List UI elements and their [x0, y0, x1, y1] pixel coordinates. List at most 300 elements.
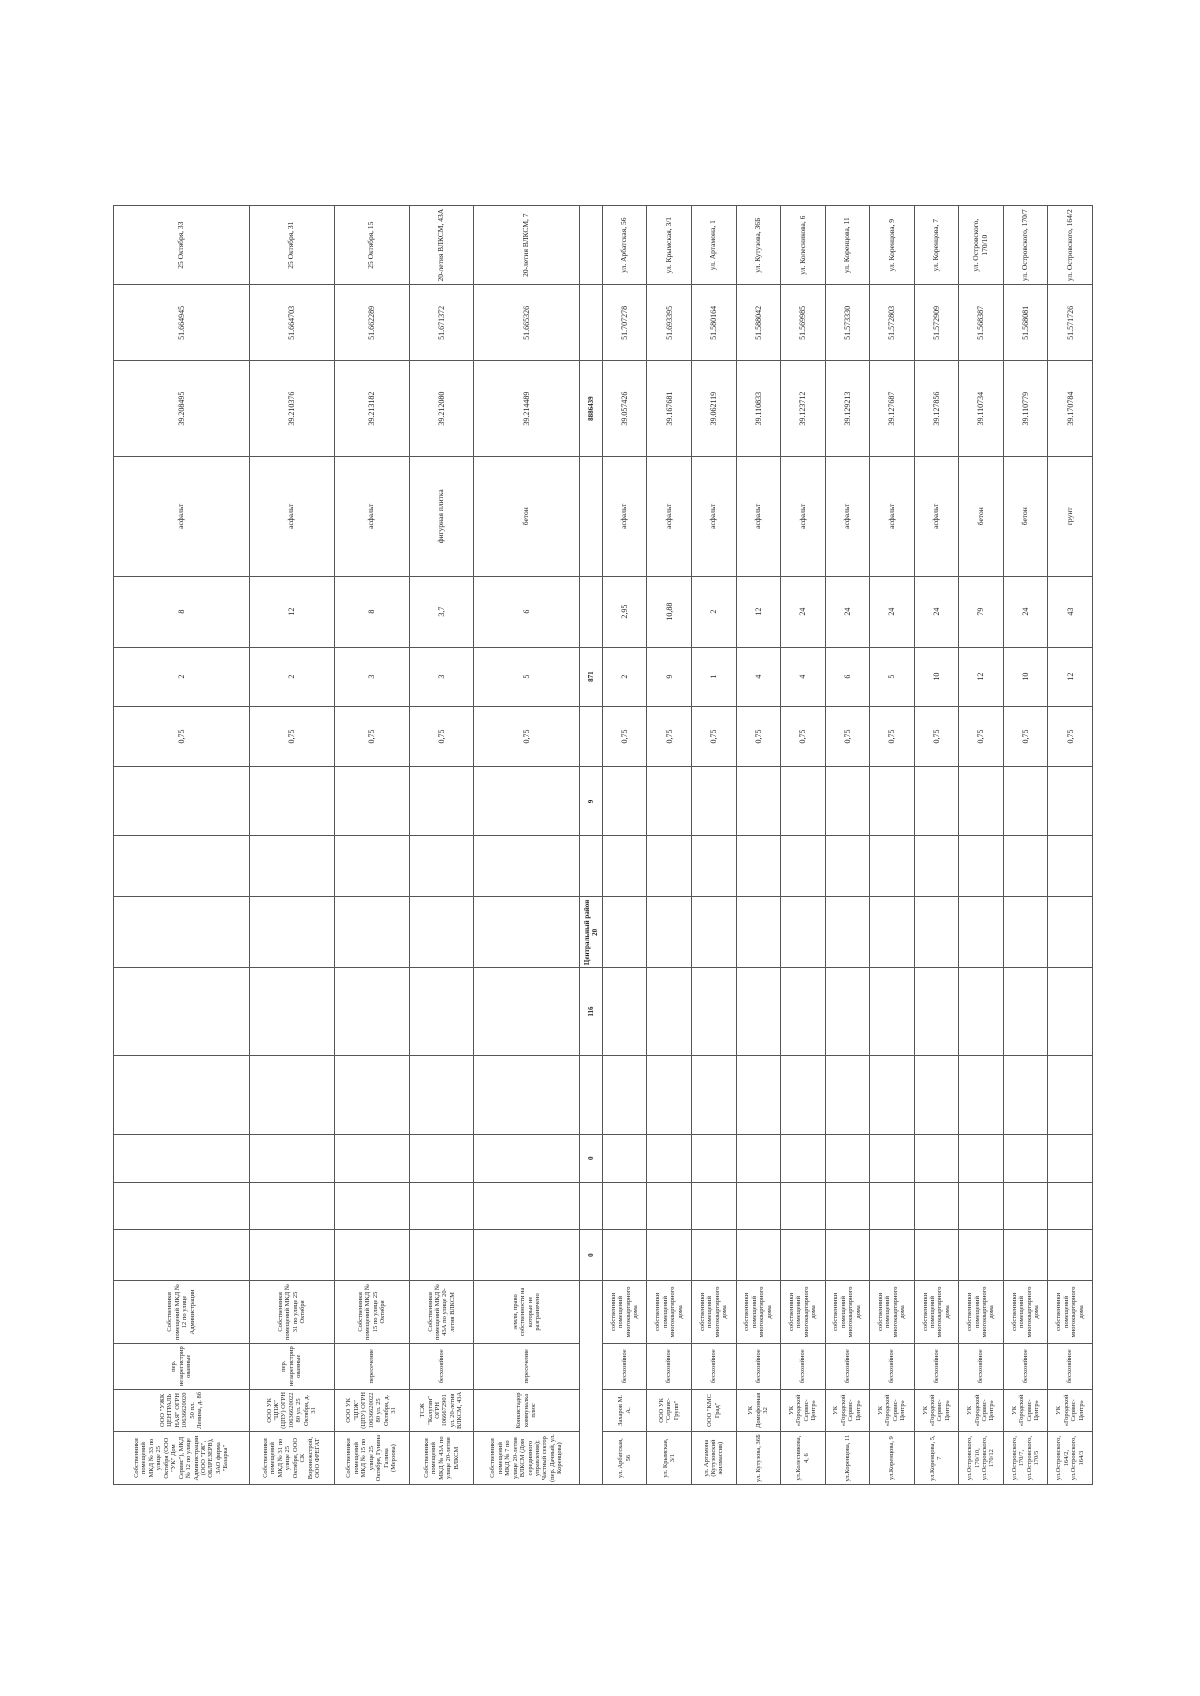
- empty-cell: [825, 897, 870, 968]
- area-cell: 12: [736, 576, 781, 647]
- empty-cell: [691, 1055, 736, 1134]
- volume-cell: 0,75: [781, 706, 826, 767]
- empty-cell: [691, 767, 736, 836]
- container-count-cell: 10: [1003, 647, 1048, 706]
- empty-cell: [914, 767, 959, 836]
- table-row: [914, 206, 959, 1485]
- owner-cell: собственники помещений многоквартирного дома: [914, 1281, 959, 1344]
- manager-cell: ООО УК "ЦПЖ" (ЦПУ) ОГРН 1063662002280 ул. 25 Октября, д. 31: [334, 1389, 409, 1432]
- owner-cell: собственники помещений многоквартирного дома: [870, 1281, 915, 1344]
- table-row: [249, 206, 334, 1485]
- empty-cell: [602, 897, 647, 968]
- latitude-cell: 51.662289: [334, 285, 409, 361]
- longitude-cell: 39.208495: [114, 361, 250, 456]
- empty-cell: [334, 968, 409, 1055]
- empty-cell: [1003, 1182, 1048, 1230]
- site-type-cell: бесхозяйное: [1048, 1343, 1093, 1389]
- empty-cell: [409, 836, 474, 897]
- owner-cell: собственники помещений многоквартирного дома: [781, 1281, 826, 1344]
- empty-cell: [691, 1230, 736, 1281]
- address-cell: 25 Октября, 15: [334, 206, 409, 285]
- manager-cell: УК «Городской Сервис-Центр»: [1048, 1389, 1093, 1432]
- empty-cell: [825, 1134, 870, 1182]
- container-count-cell: 2: [602, 647, 647, 706]
- empty-cell: [409, 968, 474, 1055]
- empty-cell: [825, 1055, 870, 1134]
- table-row: [825, 206, 870, 1485]
- owner-cell: собственники помещений многоквартирного дома: [1048, 1281, 1093, 1344]
- subtotal-containers: 116: [579, 968, 602, 1055]
- empty-cell: [825, 1230, 870, 1281]
- empty-cell: [334, 836, 409, 897]
- address-cell: ул. Колесникова, 6: [781, 206, 826, 285]
- owner-cell: Собственники помещений МКД № 31 по улице 25 Октября: [249, 1281, 334, 1344]
- empty-cell: [870, 767, 915, 836]
- empty-cell: [602, 968, 647, 1055]
- area-cell: 24: [914, 576, 959, 647]
- address-cell: ул. Коренцова, 7: [914, 206, 959, 285]
- site-type-cell: бесхозяйное: [781, 1343, 826, 1389]
- empty-cell: [602, 1055, 647, 1134]
- address-cell: 20-летия ВЛКСМ, 43А: [409, 206, 474, 285]
- volume-cell: 0,75: [914, 706, 959, 767]
- area-cell: 24: [781, 576, 826, 647]
- empty-cell: [1003, 1134, 1048, 1182]
- rows-group-a: [602, 206, 1092, 1485]
- served-objects-cell: ул.Островского, 164/2, ул.Островского, 164/3: [1048, 1432, 1093, 1485]
- empty-cell: [334, 897, 409, 968]
- address-cell: ул. Коренцова, 9: [870, 206, 915, 285]
- owner-cell: Собственники помещений МКД № 12 по улице Администрации: [114, 1281, 250, 1344]
- owner-cell: собственники помещений многоквартирного дома: [602, 1281, 647, 1344]
- latitude-cell: 51.665326: [474, 285, 579, 361]
- empty-cell: [1048, 1055, 1093, 1134]
- surface-cell: бетон: [474, 456, 579, 576]
- empty-cell: [334, 1182, 409, 1230]
- manager-cell: ООО УК "Сервис-Групп": [647, 1389, 692, 1432]
- empty-cell: [409, 1230, 474, 1281]
- empty-cell: [114, 767, 250, 836]
- container-count-cell: 3: [409, 647, 474, 706]
- empty-cell: [647, 1055, 692, 1134]
- longitude-cell: 39.212080: [409, 361, 474, 456]
- empty-cell: [914, 968, 959, 1055]
- site-type-cell: бесхозяйное: [409, 1343, 474, 1389]
- area-cell: 8: [114, 576, 250, 647]
- container-count-cell: 5: [870, 647, 915, 706]
- longitude-cell: 39.127856: [914, 361, 959, 456]
- empty-cell: [474, 1182, 579, 1230]
- served-objects-cell: ул.Коренцова, 9: [870, 1432, 915, 1485]
- longitude-cell: 39.210376: [249, 361, 334, 456]
- container-count-cell: 2: [249, 647, 334, 706]
- empty-cell: [781, 767, 826, 836]
- empty-cell: [1048, 1182, 1093, 1230]
- latitude-cell: 51.671372: [409, 285, 474, 361]
- area-cell: 2: [691, 576, 736, 647]
- table-row: [959, 206, 1004, 1485]
- empty-cell: [249, 968, 334, 1055]
- section-separator: [579, 206, 602, 1485]
- owner-cell: собственники помещений многоквартирного дома: [825, 1281, 870, 1344]
- empty-cell: [1003, 1055, 1048, 1134]
- subtotal-count-d: 0: [579, 1230, 602, 1281]
- site-type-cell: бесхозяйное: [959, 1343, 1004, 1389]
- table-row: [114, 206, 250, 1485]
- empty-cell: [736, 1230, 781, 1281]
- manager-cell: ТСЖ "Калугин" ОГРН 1066672901 ул. 20-летия ВЛКСМ, 43А: [409, 1389, 474, 1432]
- empty-cell: [870, 1182, 915, 1230]
- empty-cell: [647, 1134, 692, 1182]
- volume-cell: 0,75: [602, 706, 647, 767]
- volume-cell: 0,75: [647, 706, 692, 767]
- empty-cell: [914, 1134, 959, 1182]
- container-count-cell: 6: [825, 647, 870, 706]
- empty-cell: [959, 767, 1004, 836]
- empty-cell: [914, 1230, 959, 1281]
- empty-cell: [474, 836, 579, 897]
- manager-cell: УК «Городской Сервис-Центр»: [959, 1389, 1004, 1432]
- latitude-cell: 51.664703: [249, 285, 334, 361]
- address-cell: ул. Островского, 170/7: [1003, 206, 1048, 285]
- empty-cell: [114, 897, 250, 968]
- served-objects-cell: ул. Арбатская, 56: [602, 1432, 647, 1485]
- empty-cell: [870, 968, 915, 1055]
- site-type-cell: пер. незарегистрированные: [249, 1343, 334, 1389]
- served-objects-cell: ул. Крымская, 3/1: [647, 1432, 692, 1485]
- empty-cell: [474, 968, 579, 1055]
- site-type-cell: бесхозяйное: [914, 1343, 959, 1389]
- empty-cell: [781, 1182, 826, 1230]
- empty-cell: [647, 897, 692, 968]
- empty-cell: [114, 1134, 250, 1182]
- address-cell: 25 Октября, 33: [114, 206, 250, 285]
- empty-cell: [959, 836, 1004, 897]
- section-label: Центральный район 20: [579, 897, 602, 968]
- latitude-cell: 51.569985: [781, 285, 826, 361]
- table-row: [870, 206, 915, 1485]
- latitude-cell: 51.573330: [825, 285, 870, 361]
- table-row: [602, 206, 647, 1485]
- area-cell: 2,95: [602, 576, 647, 647]
- volume-cell: 0,75: [249, 706, 334, 767]
- empty-cell: [781, 1230, 826, 1281]
- empty-cell: [474, 767, 579, 836]
- manager-cell: УК «Городской Сервис-Центр»: [781, 1389, 826, 1432]
- empty-cell: [736, 1055, 781, 1134]
- rows-group-b: [114, 206, 580, 1485]
- empty-cell: [781, 968, 826, 1055]
- surface-cell: бетон: [959, 456, 1004, 576]
- empty-cell: [914, 1055, 959, 1134]
- area-cell: 10,88: [647, 576, 692, 647]
- empty-cell: [602, 1134, 647, 1182]
- manager-cell: УК «Городской Сервис-Центр»: [914, 1389, 959, 1432]
- empty-cell: [691, 1182, 736, 1230]
- register-table: [113, 205, 1093, 1485]
- table-row: [474, 206, 579, 1485]
- volume-cell: 0,75: [825, 706, 870, 767]
- latitude-cell: 51.568387: [959, 285, 1004, 361]
- manager-cell: УК Домофонная 32: [736, 1389, 781, 1432]
- empty-cell: [249, 897, 334, 968]
- owner-cell: собственники помещений многоквартирного дома: [736, 1281, 781, 1344]
- empty-cell: [474, 1055, 579, 1134]
- manager-cell: УК «Городской Сервис-Центр»: [825, 1389, 870, 1432]
- owner-cell: Собственники помещений МКД № 15 по улице 25 Октября: [334, 1281, 409, 1344]
- container-count-cell: 4: [781, 647, 826, 706]
- latitude-cell: 51.580164: [691, 285, 736, 361]
- address-cell: ул. Артамона, 1: [691, 206, 736, 285]
- empty-cell: [870, 897, 915, 968]
- site-type-cell: пересечение: [474, 1343, 579, 1389]
- owner-cell: собственники помещений многоквартирного дома: [959, 1281, 1004, 1344]
- empty-cell: [825, 968, 870, 1055]
- area-cell: 79: [959, 576, 1004, 647]
- empty-cell: [914, 897, 959, 968]
- empty-cell: [781, 1134, 826, 1182]
- subtotal-count-a: 9: [579, 767, 602, 836]
- latitude-cell: 51.572803: [870, 285, 915, 361]
- container-count-cell: 12: [959, 647, 1004, 706]
- empty-cell: [1048, 836, 1093, 897]
- manager-cell: ООО "УЖК ЦЕНТРАЛЬНАЯ" ОГРН 1063662002050 пл. Ленина, д. 8б: [114, 1389, 250, 1432]
- area-cell: 24: [825, 576, 870, 647]
- address-cell: 25 Октября, 31: [249, 206, 334, 285]
- surface-cell: асфальт: [114, 456, 250, 576]
- container-count-cell: 10: [914, 647, 959, 706]
- volume-cell: 0,75: [691, 706, 736, 767]
- subtotal-count-c: 0: [579, 1134, 602, 1182]
- empty-cell: [647, 1230, 692, 1281]
- site-type-cell: бесхозяйное: [736, 1343, 781, 1389]
- surface-cell: бетон: [1003, 456, 1048, 576]
- container-count-cell: 3: [334, 647, 409, 706]
- empty-cell: [409, 767, 474, 836]
- site-type-cell: бесхозяйное: [602, 1343, 647, 1389]
- empty-cell: [781, 836, 826, 897]
- surface-cell: асфальт: [602, 456, 647, 576]
- surface-cell: асфальт: [870, 456, 915, 576]
- longitude-cell: 39.129213: [825, 361, 870, 456]
- area-cell: 8: [334, 576, 409, 647]
- served-objects-cell: Собственники помещений МКД № 31 по улице 25 Октября, ООО СК Воронежстрой, ООО ФРЕГАТ: [249, 1432, 334, 1485]
- volume-cell: 0,75: [736, 706, 781, 767]
- empty-cell: [959, 1230, 1004, 1281]
- manager-cell: ООО "КМС Град": [691, 1389, 736, 1432]
- empty-cell: [870, 1055, 915, 1134]
- empty-cell: [474, 1134, 579, 1182]
- manager-cell: УК «Городской Сервис-Центр»: [870, 1389, 915, 1432]
- empty-cell: [334, 1230, 409, 1281]
- container-count-cell: 4: [736, 647, 781, 706]
- empty-cell: [249, 1055, 334, 1134]
- address-cell: 20-летия ВЛКСМ, 7: [474, 206, 579, 285]
- empty-cell: [736, 968, 781, 1055]
- served-objects-cell: Собственники помещений МКД № 43А по улице 20-летия ВЛКСМ: [409, 1432, 474, 1485]
- volume-cell: 0,75: [114, 706, 250, 767]
- area-cell: 6: [474, 576, 579, 647]
- empty-cell: [647, 836, 692, 897]
- latitude-cell: 51.707278: [602, 285, 647, 361]
- site-type-cell: пересечение: [334, 1343, 409, 1389]
- empty-cell: [959, 1055, 1004, 1134]
- served-objects-cell: Собственники помещений МКД № 15 по улице 25 Октября, Гунина Галина (Мерзова): [334, 1432, 409, 1485]
- empty-cell: [114, 1182, 250, 1230]
- volume-cell: 0,75: [1003, 706, 1048, 767]
- empty-cell: [914, 1182, 959, 1230]
- empty-cell: [409, 1182, 474, 1230]
- site-type-cell: бесхозяйное: [691, 1343, 736, 1389]
- empty-cell: [474, 1230, 579, 1281]
- manager-cell: Захаров М. А.: [602, 1389, 647, 1432]
- area-cell: 43: [1048, 576, 1093, 647]
- empty-cell: [602, 1182, 647, 1230]
- empty-cell: [1003, 767, 1048, 836]
- empty-cell: [1048, 1230, 1093, 1281]
- longitude-cell: 39.110779: [1003, 361, 1048, 456]
- volume-cell: 0,75: [870, 706, 915, 767]
- empty-cell: [1048, 767, 1093, 836]
- served-objects-cell: ул. Артамона (Кутузовский жилмассив): [691, 1432, 736, 1485]
- owner-cell: собственники помещений многоквартирного дома: [691, 1281, 736, 1344]
- volume-cell: 0,75: [959, 706, 1004, 767]
- container-count-cell: 12: [1048, 647, 1093, 706]
- empty-cell: [959, 968, 1004, 1055]
- longitude-cell: 39.127687: [870, 361, 915, 456]
- longitude-cell: 39.123712: [781, 361, 826, 456]
- empty-cell: [736, 767, 781, 836]
- volume-cell: 0,75: [334, 706, 409, 767]
- empty-cell: [409, 1055, 474, 1134]
- surface-cell: асфальт: [914, 456, 959, 576]
- served-objects-cell: ул.Островского, 170/10, ул.Островского, 170/12: [959, 1432, 1004, 1485]
- address-cell: ул. Коренцова, 11: [825, 206, 870, 285]
- owner-cell: Собственники помещений МКД № 43А по улице 20-летия ВЛКСМ: [409, 1281, 474, 1344]
- latitude-cell: 51.664945: [114, 285, 250, 361]
- empty-cell: [1048, 1134, 1093, 1182]
- table-row: [691, 206, 736, 1485]
- site-type-cell: бесхозяйное: [825, 1343, 870, 1389]
- site-type-cell: пер. незарегистрированные: [114, 1343, 250, 1389]
- site-type-cell: бесхозяйное: [1003, 1343, 1048, 1389]
- address-cell: ул. Крымская, 3/1: [647, 206, 692, 285]
- latitude-cell: 51.693395: [647, 285, 692, 361]
- table-row: [334, 206, 409, 1485]
- area-cell: 24: [870, 576, 915, 647]
- empty-cell: [602, 767, 647, 836]
- longitude-cell: 39.110833: [736, 361, 781, 456]
- served-objects-cell: Собственники помещений МКД № 33 по улице 25 Октября (ООО "УК" Дом Сервис"), МКД № 12 по улице Администрации (ООО "ГЖ", ОБЛРЕЗЕРВ), ЗАО фирма "Базарка": [114, 1432, 250, 1485]
- empty-cell: [114, 836, 250, 897]
- empty-cell: [602, 1230, 647, 1281]
- site-type-cell: бесхозяйное: [870, 1343, 915, 1389]
- latitude-cell: 51.571726: [1048, 285, 1093, 361]
- empty-cell: [249, 1134, 334, 1182]
- longitude-cell: 39.167681: [647, 361, 692, 456]
- address-cell: ул. Кутузова, 36Б: [736, 206, 781, 285]
- address-cell: ул. Арбатская, 56: [602, 206, 647, 285]
- empty-cell: [959, 897, 1004, 968]
- surface-cell: фигурная плитка: [409, 456, 474, 576]
- empty-cell: [691, 1134, 736, 1182]
- served-objects-cell: ул.Коренцова, 5, 7: [914, 1432, 959, 1485]
- empty-cell: [825, 836, 870, 897]
- served-objects-cell: Собственники помещений МКД № 7 по улице 20-летия ВЛКСМ (Дом серединного управления); Частный сектор (пер. Дачный, ул. Коренцова): [474, 1432, 579, 1485]
- table-row: [647, 206, 692, 1485]
- empty-cell: [691, 897, 736, 968]
- surface-cell: асфальт: [334, 456, 409, 576]
- empty-cell: [647, 968, 692, 1055]
- empty-cell: [825, 767, 870, 836]
- empty-cell: [781, 897, 826, 968]
- empty-cell: [409, 897, 474, 968]
- owner-cell: земли, право собственности на которые не разграничено: [474, 1281, 579, 1344]
- empty-cell: [114, 968, 250, 1055]
- manager-cell: Конкистадор коммуналка плюс: [474, 1389, 579, 1432]
- volume-cell: 0,75: [409, 706, 474, 767]
- longitude-cell: 39.057426: [602, 361, 647, 456]
- empty-cell: [736, 836, 781, 897]
- table-row: [781, 206, 826, 1485]
- served-objects-cell: ул.Колесникова, 4, 6: [781, 1432, 826, 1485]
- empty-cell: [647, 767, 692, 836]
- longitude-cell: 39.214489: [474, 361, 579, 456]
- container-count-cell: 9: [647, 647, 692, 706]
- site-type-cell: бесхозяйное: [647, 1343, 692, 1389]
- empty-cell: [334, 1055, 409, 1134]
- empty-cell: [736, 1182, 781, 1230]
- container-count-cell: 1: [691, 647, 736, 706]
- volume-cell: 0,75: [1048, 706, 1093, 767]
- empty-cell: [249, 1230, 334, 1281]
- empty-cell: [249, 1182, 334, 1230]
- rotated-sheet: [113, 205, 1093, 1485]
- surface-cell: асфальт: [647, 456, 692, 576]
- empty-cell: [870, 836, 915, 897]
- volume-cell: 0,75: [474, 706, 579, 767]
- address-cell: ул. Островского, 170/10: [959, 206, 1004, 285]
- owner-cell: собственники помещений многоквартирного дома: [1003, 1281, 1048, 1344]
- surface-cell: асфальт: [825, 456, 870, 576]
- empty-cell: [870, 1230, 915, 1281]
- latitude-cell: 51.568081: [1003, 285, 1048, 361]
- address-cell: ул. Островского, 164/2: [1048, 206, 1093, 285]
- empty-cell: [334, 1134, 409, 1182]
- table-row: [409, 206, 474, 1485]
- latitude-cell: 51.572909: [914, 285, 959, 361]
- served-objects-cell: ул. Кутузова, 36Б: [736, 1432, 781, 1485]
- empty-cell: [736, 897, 781, 968]
- empty-cell: [1048, 968, 1093, 1055]
- area-cell: 12: [249, 576, 334, 647]
- empty-cell: [249, 836, 334, 897]
- empty-cell: [1003, 836, 1048, 897]
- table-row: [1003, 206, 1048, 1485]
- empty-cell: [1003, 1230, 1048, 1281]
- served-objects-cell: ул.Островского, 170/7, ул.Островского, 170/5: [1003, 1432, 1048, 1485]
- owner-cell: собственники помещений многоквартирного дома: [647, 1281, 692, 1344]
- empty-cell: [736, 1134, 781, 1182]
- surface-cell: асфальт: [736, 456, 781, 576]
- table-row: [1048, 206, 1093, 1485]
- empty-cell: [114, 1055, 250, 1134]
- empty-cell: [691, 836, 736, 897]
- empty-cell: [409, 1134, 474, 1182]
- manager-cell: ООО УК "ЦПЖ" (ЦПУ) ОГРН 1063662002280 ул. 25 Октября, д. 31: [249, 1389, 334, 1432]
- empty-cell: [691, 968, 736, 1055]
- empty-cell: [781, 1055, 826, 1134]
